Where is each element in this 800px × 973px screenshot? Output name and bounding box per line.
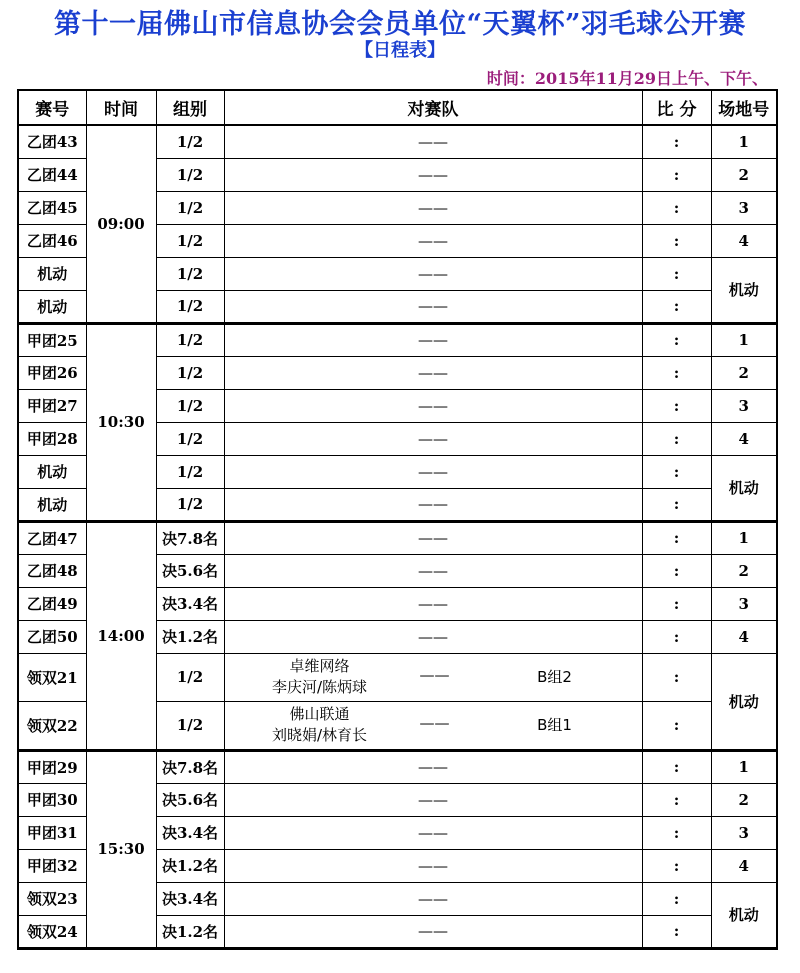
court-number: 4 bbox=[711, 849, 777, 882]
group-cell: 1/2 bbox=[156, 158, 224, 191]
versus-dash: —— bbox=[418, 594, 448, 613]
score-cell: : bbox=[642, 290, 711, 323]
team-name: 卓维网络 bbox=[289, 656, 350, 675]
court-number: 1 bbox=[711, 323, 777, 356]
column-header: 赛号 bbox=[18, 90, 86, 125]
court-number: 3 bbox=[711, 389, 777, 422]
column-header: 对赛队 bbox=[224, 90, 642, 125]
score-cell: : bbox=[642, 587, 711, 620]
versus-dash: —— bbox=[418, 823, 448, 842]
score-cell: : bbox=[642, 455, 711, 488]
court-number: 2 bbox=[711, 158, 777, 191]
match-id: 甲团26 bbox=[18, 356, 86, 389]
versus-dash: —— bbox=[418, 231, 448, 250]
score-cell: : bbox=[642, 620, 711, 653]
matchup-cell bbox=[224, 620, 642, 653]
versus-dash: —— bbox=[418, 331, 448, 349]
time-slot: 10:30 bbox=[86, 323, 156, 521]
matchup-cell bbox=[224, 323, 642, 356]
opponent-name: B组2 bbox=[537, 667, 572, 686]
group-cell: 1/2 bbox=[156, 191, 224, 224]
group-cell: 1/2 bbox=[156, 257, 224, 290]
time-slot: 15:30 bbox=[86, 750, 156, 948]
match-id: 机动 bbox=[18, 257, 86, 290]
match-id: 甲团30 bbox=[18, 783, 86, 816]
versus-dash: —— bbox=[418, 363, 448, 382]
match-id: 乙团45 bbox=[18, 191, 86, 224]
score-cell: : bbox=[642, 816, 711, 849]
match-id: 乙团43 bbox=[18, 125, 86, 158]
group-cell: 1/2 bbox=[156, 125, 224, 158]
matchup-cell bbox=[224, 653, 642, 701]
matchup-cell bbox=[224, 158, 642, 191]
matchup-cell bbox=[224, 750, 642, 783]
court-flexible: 机动 bbox=[711, 882, 777, 948]
score-cell: : bbox=[642, 257, 711, 290]
court-number: 1 bbox=[711, 750, 777, 783]
match-id: 乙团47 bbox=[18, 521, 86, 554]
versus-dash: —— bbox=[419, 713, 450, 732]
score-cell: : bbox=[642, 356, 711, 389]
versus-dash: —— bbox=[418, 856, 448, 875]
versus-dash: —— bbox=[418, 297, 448, 315]
match-id: 甲团25 bbox=[18, 323, 86, 356]
court-number: 3 bbox=[711, 191, 777, 224]
court-number: 4 bbox=[711, 620, 777, 653]
group-cell: 决3.4名 bbox=[156, 816, 224, 849]
group-cell: 决1.2名 bbox=[156, 849, 224, 882]
match-id: 甲团32 bbox=[18, 849, 86, 882]
court-number: 1 bbox=[711, 521, 777, 554]
match-id: 领双22 bbox=[18, 701, 86, 750]
versus-dash: —— bbox=[418, 758, 448, 776]
group-cell: 1/2 bbox=[156, 323, 224, 356]
group-cell: 决1.2名 bbox=[156, 620, 224, 653]
match-id: 领双21 bbox=[18, 653, 86, 701]
time-slot: 09:00 bbox=[86, 125, 156, 323]
court-number: 2 bbox=[711, 783, 777, 816]
group-cell: 1/2 bbox=[156, 653, 224, 701]
player-names: 刘晓娟/林育长 bbox=[271, 725, 368, 744]
matchup-cell bbox=[224, 488, 642, 521]
match-id: 领双24 bbox=[18, 915, 86, 948]
group-cell: 决7.8名 bbox=[156, 750, 224, 783]
match-id: 甲团29 bbox=[18, 750, 86, 783]
matchup-cell bbox=[224, 422, 642, 455]
page-title: 第十一届佛山市信息协会会员单位“天翼杯”羽毛球公开赛 bbox=[53, 9, 747, 40]
score-cell: : bbox=[642, 750, 711, 783]
score-cell: : bbox=[642, 849, 711, 882]
court-number: 4 bbox=[711, 422, 777, 455]
versus-dash: —— bbox=[418, 627, 448, 646]
group-cell: 决3.4名 bbox=[156, 587, 224, 620]
match-id: 乙团46 bbox=[18, 224, 86, 257]
schedule-table bbox=[17, 89, 778, 950]
score-cell: : bbox=[642, 422, 711, 455]
matchup-cell bbox=[224, 701, 642, 750]
court-number: 2 bbox=[711, 554, 777, 587]
schedule-body bbox=[18, 125, 777, 948]
versus-dash: —— bbox=[418, 922, 448, 940]
versus-dash: —— bbox=[418, 561, 448, 580]
group-cell: 决3.4名 bbox=[156, 882, 224, 915]
group-cell: 1/2 bbox=[156, 701, 224, 750]
versus-dash: —— bbox=[418, 462, 448, 481]
court-flexible: 机动 bbox=[711, 257, 777, 323]
score-cell: : bbox=[642, 783, 711, 816]
matchup-cell bbox=[224, 783, 642, 816]
matchup-cell bbox=[224, 191, 642, 224]
match-id: 甲团27 bbox=[18, 389, 86, 422]
versus-dash: —— bbox=[419, 665, 450, 684]
player-names: 李庆河/陈炳球 bbox=[271, 677, 368, 696]
court-number: 3 bbox=[711, 587, 777, 620]
table-row bbox=[18, 521, 777, 554]
court-number: 4 bbox=[711, 224, 777, 257]
score-cell: : bbox=[642, 191, 711, 224]
group-cell: 1/2 bbox=[156, 290, 224, 323]
versus-dash: —— bbox=[418, 132, 448, 151]
column-header: 比 分 bbox=[642, 90, 711, 125]
column-header: 时间 bbox=[86, 90, 156, 125]
table-row bbox=[18, 323, 777, 356]
group-cell: 决7.8名 bbox=[156, 521, 224, 554]
matchup-cell bbox=[224, 587, 642, 620]
court-flexible: 机动 bbox=[711, 455, 777, 521]
group-cell: 1/2 bbox=[156, 422, 224, 455]
match-id: 机动 bbox=[18, 290, 86, 323]
group-cell: 1/2 bbox=[156, 488, 224, 521]
versus-dash: —— bbox=[418, 198, 448, 217]
match-id: 乙团44 bbox=[18, 158, 86, 191]
matchup-cell bbox=[224, 455, 642, 488]
match-id: 乙团48 bbox=[18, 554, 86, 587]
group-cell: 1/2 bbox=[156, 356, 224, 389]
score-cell: : bbox=[642, 323, 711, 356]
match-id: 甲团31 bbox=[18, 816, 86, 849]
court-number: 3 bbox=[711, 816, 777, 849]
versus-dash: —— bbox=[418, 165, 448, 184]
matchup-cell bbox=[224, 915, 642, 948]
matchup-cell bbox=[224, 882, 642, 915]
score-cell: : bbox=[642, 915, 711, 948]
matchup-cell bbox=[224, 521, 642, 554]
matchup-cell bbox=[224, 849, 642, 882]
time-slot: 14:00 bbox=[86, 521, 156, 750]
group-cell: 1/2 bbox=[156, 224, 224, 257]
court-number: 2 bbox=[711, 356, 777, 389]
score-cell: : bbox=[642, 521, 711, 554]
versus-dash: —— bbox=[418, 889, 448, 908]
matchup-cell bbox=[224, 125, 642, 158]
versus-dash: —— bbox=[418, 495, 448, 513]
score-cell: : bbox=[642, 882, 711, 915]
table-row bbox=[18, 125, 777, 158]
match-id: 乙团50 bbox=[18, 620, 86, 653]
score-cell: : bbox=[642, 125, 711, 158]
score-cell: : bbox=[642, 389, 711, 422]
matchup-cell bbox=[224, 257, 642, 290]
match-id: 领双23 bbox=[18, 882, 86, 915]
matchup-cell bbox=[224, 356, 642, 389]
score-cell: : bbox=[642, 554, 711, 587]
schedule-date-line: 时间：2015年11月29日上午、下午、 bbox=[486, 69, 768, 88]
match-id: 甲团28 bbox=[18, 422, 86, 455]
score-cell: : bbox=[642, 701, 711, 750]
match-id: 乙团49 bbox=[18, 587, 86, 620]
column-header: 场地号 bbox=[711, 90, 777, 125]
table-row bbox=[18, 750, 777, 783]
team-name: 佛山联通 bbox=[289, 704, 350, 723]
matchup-cell bbox=[224, 816, 642, 849]
matchup-cell bbox=[224, 224, 642, 257]
versus-dash: —— bbox=[418, 429, 448, 448]
versus-dash: —— bbox=[418, 529, 448, 547]
score-cell: : bbox=[642, 224, 711, 257]
matchup-cell bbox=[224, 554, 642, 587]
match-id: 机动 bbox=[18, 488, 86, 521]
score-cell: : bbox=[642, 653, 711, 701]
header-row bbox=[18, 90, 777, 125]
score-cell: : bbox=[642, 488, 711, 521]
matchup-cell bbox=[224, 389, 642, 422]
column-header: 组别 bbox=[156, 90, 224, 125]
group-cell: 1/2 bbox=[156, 455, 224, 488]
group-cell: 决1.2名 bbox=[156, 915, 224, 948]
match-id: 机动 bbox=[18, 455, 86, 488]
score-cell: : bbox=[642, 158, 711, 191]
matchup-cell bbox=[224, 290, 642, 323]
court-flexible: 机动 bbox=[711, 653, 777, 750]
group-cell: 决5.6名 bbox=[156, 554, 224, 587]
versus-dash: —— bbox=[418, 396, 448, 415]
group-cell: 1/2 bbox=[156, 389, 224, 422]
opponent-name: B组1 bbox=[537, 715, 572, 734]
versus-dash: —— bbox=[418, 264, 448, 283]
schedule-subtitle: 【日程表】 bbox=[355, 40, 445, 61]
court-number: 1 bbox=[711, 125, 777, 158]
group-cell: 决5.6名 bbox=[156, 783, 224, 816]
versus-dash: —— bbox=[418, 790, 448, 809]
